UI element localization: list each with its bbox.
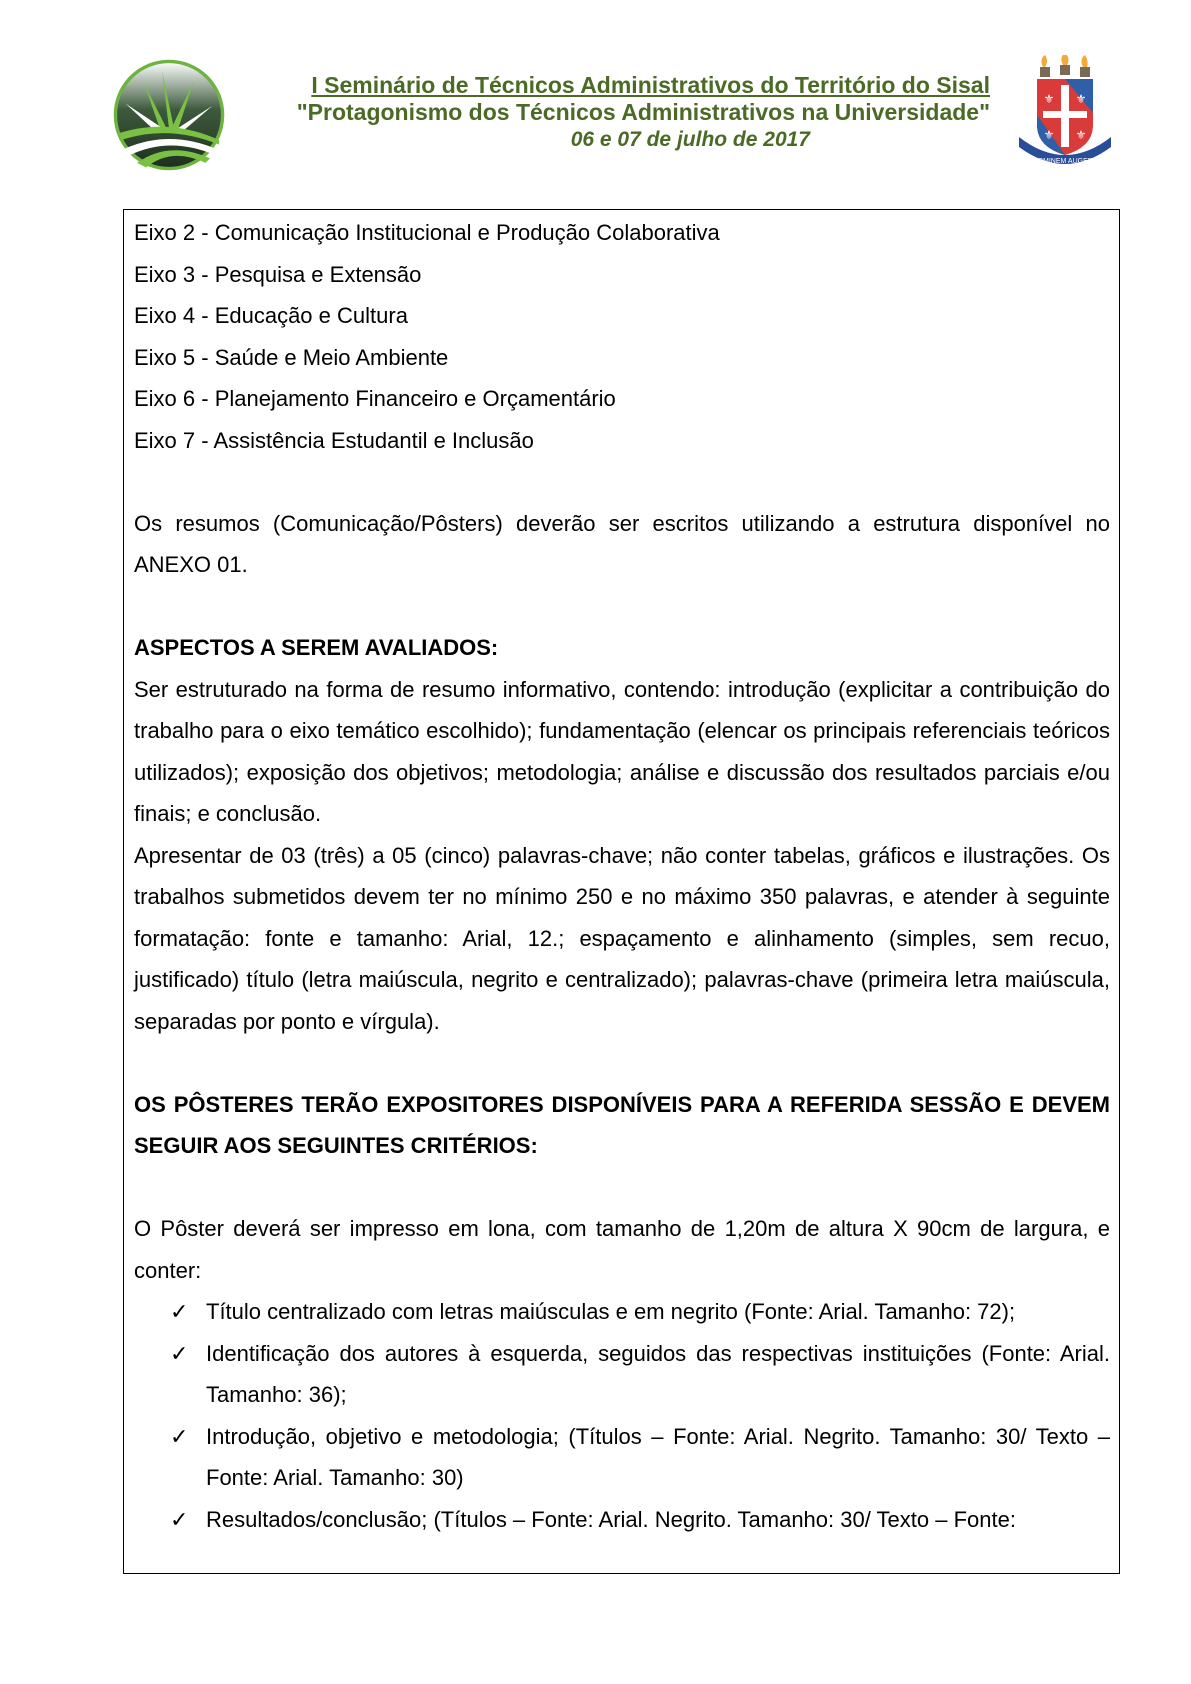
criteria-item (134, 1416, 1110, 1499)
eixo-item: Eixo 7 - Assistência Estudantil e Inclusão (134, 427, 534, 453)
aspectos-paragraph-2: Apresentar de 03 (três) a 05 (cinco) palavras-chave; não conter tabelas, gráficos e ilustrações. Os trabalhos submetidos devem ter no mínimo 250 e no máximo 350 palavras, e atender à seguinte formatação: fonte e tamanho: Arial, 12.; espaçamento e alinhamento (simples, sem recuo, justificado) título (letra maiúscula, negrito e centralizado); palavras-chave (primeira letra maiúscula, separadas por ponto e vírgula). (134, 842, 1110, 1034)
poster-criteria-list (134, 1291, 1110, 1540)
eixo-item: Eixo 2 - Comunicação Institucional e Produção Colaborativa (134, 220, 720, 245)
svg-text:⚜: ⚜ (1043, 92, 1055, 106)
checkmark-icon: ✓ (170, 1340, 189, 1366)
page-header (0, 0, 1191, 190)
criteria-item (134, 1499, 1110, 1541)
checkmark-icon: ✓ (170, 1423, 189, 1449)
eixo-item: Eixo 4 - Educação e Cultura (134, 303, 408, 328)
document-body (134, 212, 1110, 1540)
criteria-text: Resultados/conclusão; (Títulos – Fonte: Arial. Negrito. Tamanho: 30/ Texto – Fonte: (206, 1506, 1016, 1532)
header-text-block (240, 72, 990, 153)
event-subtitle: "Protagonismo dos Técnicos Administrativos na Universidade" (296, 99, 990, 125)
svg-text:⚜: ⚜ (1075, 128, 1087, 142)
event-title: I Seminário de Técnicos Administrativos do Território do Sisal (311, 72, 990, 98)
resumos-paragraph: Os resumos (Comunicação/Pôsters) deverão ser escritos utilizando a estrutura disponível no ANEXO 01. (134, 510, 1110, 577)
eixo-item: Eixo 3 - Pesquisa e Extensão (134, 261, 422, 287)
criteria-text: Título centralizado com letras maiúsculas e em negrito (Fonte: Arial. Tamanho: 72); (206, 1299, 1016, 1324)
checkmark-icon: ✓ (170, 1299, 189, 1324)
criteria-item (134, 1333, 1110, 1416)
motto-text: HOMINEM AUGERE (1032, 158, 1098, 165)
checkmark-icon: ✓ (170, 1506, 189, 1532)
posteres-heading: OS PÔSTERES TERÃO EXPOSITORES DISPONÍVEIS PARA A REFERIDA SESSÃO E DEVEM SEGUIR AOS SEGUINTES CRITÉRIOS: (134, 1091, 1110, 1158)
svg-text:⚜: ⚜ (1043, 128, 1055, 142)
criteria-text: Introdução, objetivo e metodologia; (Títulos – Fonte: Arial. Negrito. Tamanho: 30/ Texto – Fonte: Arial. Tamanho: 30) (206, 1423, 1110, 1490)
sisal-leaf-logo-icon (112, 58, 226, 172)
eixo-item: Eixo 6 - Planejamento Financeiro e Orçamentário (134, 386, 616, 411)
coat-of-arms-icon (1015, 55, 1115, 175)
eixo-item: Eixo 5 - Saúde e Meio Ambiente (134, 344, 449, 370)
criteria-item (134, 1291, 1110, 1333)
posteres-intro: O Pôster deverá ser impresso em lona, com tamanho de 1,20m de altura X 90cm de largura, e conter: (134, 1216, 1110, 1283)
criteria-text: Identificação dos autores à esquerda, seguidos das respectivas instituições (Fonte: Arial. Tamanho: 36); (206, 1340, 1110, 1407)
svg-text:⚜: ⚜ (1075, 92, 1087, 106)
event-date: 06 e 07 de julho de 2017 (570, 128, 810, 151)
aspectos-paragraph-1: Ser estruturado na forma de resumo informativo, contendo: introdução (explicitar a contribuição do trabalho para o eixo temático escolhido); fundamentação (elencar os principais referenciais teóricos utilizados); exposição dos objetivos; metodologia; análise e discussão dos resultados parciais e/ou finais; e conclusão. (134, 676, 1110, 826)
aspectos-heading: ASPECTOS A SEREM AVALIADOS: (134, 635, 499, 660)
